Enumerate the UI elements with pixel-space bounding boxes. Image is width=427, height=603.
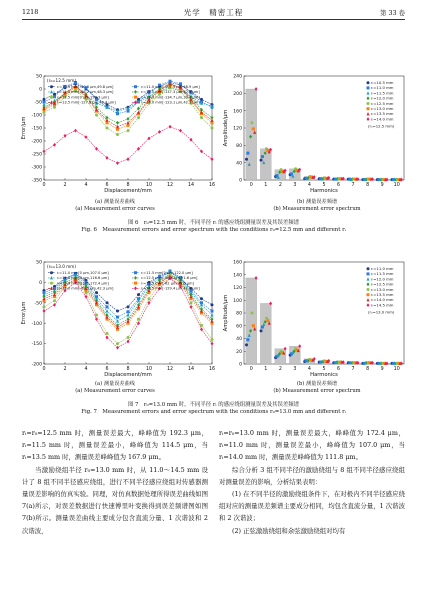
legend-title: (r₀=12.5 mm)	[47, 78, 76, 83]
data-point	[250, 312, 253, 315]
legend-marker	[367, 102, 370, 105]
legend-marker	[367, 293, 370, 296]
fig7a-error-curves-chart	[18, 258, 218, 380]
data-point	[190, 305, 193, 309]
legend-label: rᵢ=13.5 mm	[371, 292, 394, 297]
legend-marker	[367, 282, 370, 286]
legend-label: rᵢ=13.5 mm	[371, 111, 394, 117]
legend-label: rᵢ=13.0 mm[-134.7 μm,39.1 μm]	[141, 95, 200, 100]
x-tick-label: 10	[393, 367, 400, 372]
data-point	[137, 318, 140, 321]
legend-label: rᵢ=11.5 mm[-66.2 μm,48.3 μm]	[57, 90, 114, 95]
x-tick-label: 16	[208, 183, 216, 188]
data-point	[127, 110, 130, 113]
data-point	[137, 116, 140, 119]
fig6-caption-en: Fig. 6 Measurement errors and error spectrum with the conditions r₀=12.5 mm and different rᵢ	[81, 227, 346, 234]
legend-marker	[367, 81, 370, 84]
legend-label: rᵢ=11.0 mm	[371, 85, 394, 91]
data-point	[252, 324, 255, 327]
data-point	[137, 293, 140, 296]
legend-label: rᵢ=12.5 mm[-48.8 μm,91.6 μm]	[141, 276, 198, 281]
data-point	[116, 161, 119, 165]
data-point	[211, 313, 214, 316]
legend-label: rᵢ=11.5 mm	[371, 271, 394, 277]
x-tick-label: 4	[307, 183, 311, 188]
legend-marker	[134, 96, 137, 99]
legend-title: (r₀=13.0 mm)	[368, 309, 395, 315]
y-tick-label: -100	[31, 113, 42, 119]
data-point	[200, 324, 203, 327]
running-header	[22, 6, 405, 20]
x-tick-label: 8	[126, 367, 130, 372]
data-point	[252, 127, 255, 130]
legend-label: rᵢ=14.0 mm	[371, 116, 394, 122]
data-point	[127, 305, 130, 308]
fig7b-error-spectrum-chart	[220, 258, 410, 380]
fig7-caption-cn: 图 7 r₀=13.0 mm 时，不同半径 rᵢ 的感应绕组测量误差及其误差频谱	[127, 402, 300, 408]
data-point	[246, 152, 249, 155]
y-tick-label: 80	[236, 143, 242, 149]
volume-label: 第 33 卷	[380, 9, 405, 17]
fig7a-subcaption-cn: (a) 测量误差曲线	[95, 381, 135, 387]
fig6a-subcaption	[30, 199, 200, 212]
x-tick-label: 1	[264, 183, 268, 188]
data-point	[260, 159, 263, 162]
legend-label: rᵢ=11.0 mm	[371, 266, 394, 271]
legend-label: rᵢ=12.0 mm	[371, 276, 394, 282]
data-point	[211, 342, 214, 346]
legend-label: rᵢ=14.5 mm[-129.4 μm,42.3 μm]	[141, 286, 200, 291]
data-point	[116, 121, 119, 125]
data-point	[246, 338, 249, 341]
data-point	[43, 150, 46, 154]
fig6a-subcaption-cn: (a) 测量误差曲线	[95, 199, 135, 205]
data-point	[116, 342, 119, 345]
x-tick-label: 10	[393, 183, 400, 188]
legend-marker	[367, 298, 370, 301]
data-point	[127, 313, 130, 316]
x-tick-label: 5	[322, 367, 326, 372]
legend-marker	[50, 282, 53, 285]
data-point	[43, 305, 46, 308]
y-tick-label: 120	[233, 126, 242, 132]
x-tick-label: 2	[63, 367, 67, 372]
legend-label: rᵢ=10.5 mm	[371, 80, 394, 85]
legend-label: rᵢ=11.5 mm	[371, 90, 394, 96]
y-axis-label: Error/μm	[21, 301, 27, 325]
data-point	[158, 130, 161, 134]
data-point	[127, 336, 130, 339]
y-tick-label: -200	[31, 139, 42, 145]
x-tick-label: 6	[337, 183, 341, 188]
x-tick-label: 2	[63, 183, 67, 188]
fig7-caption	[20, 402, 407, 417]
data-point	[53, 106, 56, 109]
body-paragraph: 综合分析 3 组不同半径的激励绕组与 8 组不同半径感应绕组对测量误差的影响，分析结果表明：	[219, 465, 405, 486]
data-point	[250, 121, 253, 124]
y-tick-label: -100	[31, 321, 42, 327]
data-point	[127, 157, 130, 161]
data-point	[211, 127, 214, 130]
y-tick-label: 0	[239, 178, 242, 184]
y-tick-label: 0	[39, 87, 42, 93]
body-paragraph: 当激励绕组半径 r₀=13.0 mm 时，从 11.0～14.5 mm 设计了 8 组不同半径感应绕组，进行不同半径感应绕组对传感器测量误差影响的仿真实验。同理，对仿真数据处理所得误差曲线如图 7(a)所示，对误差数据进行快速傅里叶变换得到误差频谱图如图 7(b)所示。测量误差曲线主要成分包含直流分量、1 次谐波和 2 次谐波，	[22, 465, 208, 535]
y-tick-label: 160	[233, 109, 242, 115]
data-point	[95, 114, 98, 117]
data-point	[200, 98, 203, 101]
x-tick-label: 8	[366, 183, 370, 188]
data-point	[116, 112, 119, 115]
legend-label: rᵢ=11.5 mm[0 μm,122.0 μm]	[141, 271, 193, 275]
x-axis-label: Displacement/mm	[104, 188, 152, 194]
data-point	[127, 129, 130, 132]
legend-marker	[134, 282, 137, 285]
data-point	[106, 305, 109, 308]
legend-label: rᵢ=12.5 mm	[371, 100, 394, 106]
x-axis-label: Displacement/mm	[104, 372, 152, 378]
x-tick-label: 8	[366, 367, 370, 372]
legend-label: rᵢ=12.0 mm	[371, 95, 394, 101]
page-number: 1218	[22, 8, 39, 16]
legend-marker	[367, 86, 370, 89]
legend-marker	[134, 286, 137, 290]
data-point	[74, 129, 77, 133]
legend-label: rᵢ=13.0 mm[0 μm,172.4 μm]	[57, 281, 109, 286]
y-tick-label: 0	[239, 362, 242, 368]
spectrum-bar	[246, 89, 257, 180]
legend-marker	[50, 286, 53, 289]
data-point	[211, 118, 214, 121]
y-tick-label: 20	[236, 349, 242, 355]
x-tick-label: 9	[380, 183, 384, 188]
data-point	[85, 135, 88, 139]
x-tick-label: 0	[249, 183, 253, 188]
fig7a-subcaption	[30, 381, 200, 394]
data-point	[106, 332, 109, 335]
y-axis-label: Error/μm	[21, 116, 27, 140]
y-axis-label: Amplitude/μm	[223, 109, 229, 147]
x-tick-label: 0	[42, 183, 46, 188]
legend-label: rᵢ=14.0 mm	[371, 297, 394, 303]
data-point	[127, 117, 130, 121]
legend-marker	[367, 288, 370, 291]
y-tick-label: 50	[36, 260, 42, 266]
data-point	[211, 303, 214, 306]
fig6a-error-curves-chart	[18, 72, 218, 196]
fig6b-subcaption	[232, 199, 402, 212]
y-tick-label: 50	[36, 74, 42, 80]
y-tick-label: 40	[236, 337, 242, 343]
fig7b-subcaption	[232, 381, 402, 394]
legend-label: rᵢ=11.0 mm[-107.5 μm,48.9 μm]	[141, 85, 200, 89]
y-tick-label: 0	[39, 281, 42, 286]
y-tick-label: -350	[31, 178, 42, 184]
legend-label: rᵢ=12.0 mm[-137.3 μm,42.8 μm]	[141, 90, 200, 95]
data-point	[245, 158, 248, 161]
fig7-caption-en: Fig. 7 Measurement errors and error spectrum with the conditions r₀=13.0 mm and different rᵢ	[81, 409, 346, 416]
legend-label: rᵢ=12.0 mm[0 μm,116.6 μm]	[57, 276, 109, 281]
x-tick-label: 2	[278, 183, 282, 188]
data-point	[211, 121, 214, 124]
x-tick-label: 2	[278, 367, 282, 372]
data-point	[148, 301, 151, 305]
x-tick-label: 6	[105, 367, 109, 372]
data-point	[53, 143, 56, 147]
legend-label: rᵢ=13.0 mm	[371, 106, 394, 111]
legend-label: rᵢ=14.0 mm[-123.1 μm,42.1 μm]	[141, 100, 200, 105]
data-point	[190, 301, 193, 304]
data-point	[211, 319, 214, 322]
y-tick-label: 100	[233, 298, 242, 304]
data-point	[169, 125, 172, 129]
fig7b-subcaption-en: (b) Measurement error spectrum	[273, 387, 361, 394]
legend-marker	[50, 271, 53, 274]
legend-marker	[50, 90, 53, 93]
legend-marker	[50, 100, 53, 103]
legend-marker	[367, 91, 370, 94]
data-point	[116, 316, 119, 319]
data-point	[148, 297, 151, 300]
data-point	[127, 310, 130, 313]
x-tick-label: 10	[145, 367, 153, 372]
legend-label: rᵢ=11.0 mm[0 μm,107.0 μm]	[57, 271, 109, 275]
data-point	[245, 343, 248, 346]
data-point	[116, 128, 119, 131]
legend-marker	[367, 96, 370, 100]
y-tick-label: -250	[31, 152, 42, 158]
x-tick-label: 14	[187, 367, 195, 372]
data-point	[261, 326, 264, 329]
body-paragraph: (1) 在不同半径的激励绕组条件下，在对极内不同半径感应绕组对应的测量误差频谱主要成分相同，均包含直流分量，1 次谐波和 2 次谐波；	[219, 490, 405, 523]
y-tick-label: 40	[236, 161, 242, 167]
y-tick-label: 200	[233, 91, 242, 97]
data-point	[43, 98, 46, 101]
x-tick-label: 0	[249, 367, 253, 372]
fig6-caption-cn: 图 6 r₀=12.5 mm 时，不同半径 rᵢ 的感应绕组测量误差及其误差频谱	[127, 220, 300, 226]
x-tick-label: 16	[208, 367, 216, 372]
data-point	[200, 116, 203, 119]
data-point	[200, 297, 203, 300]
data-point	[116, 346, 119, 350]
legend-marker	[367, 117, 370, 121]
body-right-column	[219, 427, 405, 537]
y-tick-label: 140	[233, 273, 242, 279]
y-axis-label: Amplitude/μm	[223, 294, 229, 332]
fig6b-subcaption-en: (b) Measurement error spectrum	[273, 205, 361, 212]
data-point	[43, 309, 46, 313]
y-tick-label: 240	[233, 74, 242, 80]
x-axis-label: Harmonics	[310, 372, 338, 378]
data-point	[106, 127, 109, 130]
x-tick-label: 12	[166, 183, 174, 188]
journal-title: 光学 精密工程	[183, 8, 244, 17]
x-tick-label: 8	[126, 183, 130, 188]
data-point	[53, 93, 56, 96]
legend-marker	[367, 303, 370, 307]
y-tick-label: 160	[233, 260, 242, 266]
x-axis-label: Harmonics	[310, 188, 338, 194]
legend-label: rᵢ=13.5 mm[-127.8 μm,40.4 μm]	[57, 100, 116, 105]
x-tick-label: 7	[351, 183, 355, 188]
data-point	[266, 319, 269, 322]
body-paragraph: rᵢ=r₀=12.5 mm 时，测量误差最大，峰峰值为 192.3 μm，rᵢ=11.5 mm 时，测量误差最小，峰峰值为 114.5 μm，当 rᵢ=13.5 mm 时，测量误差峰峰值为 167.9 μm。	[22, 429, 208, 462]
legend-marker	[134, 276, 137, 280]
x-tick-label: 14	[187, 183, 195, 188]
data-point	[260, 329, 263, 332]
data-point	[95, 317, 98, 321]
legend-marker	[367, 277, 370, 280]
y-tick-label: 80	[236, 311, 242, 317]
x-tick-label: 5	[322, 183, 326, 188]
fig6a-subcaption-en: (a) Measurement error curves	[75, 205, 155, 212]
x-tick-label: 3	[293, 183, 297, 188]
x-tick-label: 4	[84, 367, 88, 372]
y-tick-label: -300	[31, 165, 42, 171]
x-tick-label: 4	[84, 183, 88, 188]
y-tick-label: 60	[236, 324, 242, 330]
y-tick-label: -150	[31, 342, 42, 348]
data-point	[106, 156, 109, 160]
legend-marker	[50, 96, 53, 99]
x-tick-label: 4	[307, 367, 311, 372]
data-point	[261, 155, 264, 158]
legend-label: rᵢ=10.5 mm[-90.8 μm,49.8 μm]	[57, 85, 114, 89]
spectrum-bar	[260, 303, 271, 364]
legend-marker	[50, 85, 53, 88]
data-point	[106, 301, 109, 304]
y-tick-label: -150	[31, 126, 42, 132]
data-point	[265, 317, 268, 320]
legend-marker	[134, 271, 137, 274]
x-tick-label: 0	[42, 367, 46, 372]
data-point	[43, 111, 46, 114]
legend-marker	[367, 267, 370, 270]
legend-title: (r₀=13.0 mm)	[47, 264, 76, 269]
y-tick-label: -50	[34, 100, 42, 106]
x-tick-label: 6	[337, 367, 341, 372]
legend-label: rᵢ=12.5 mm	[371, 281, 394, 287]
legend-label: rᵢ=14.5 mm	[371, 302, 394, 308]
y-tick-label: -50	[34, 301, 42, 307]
fig7a-subcaption-en: (a) Measurement error curves	[75, 387, 155, 394]
legend-marker	[50, 276, 53, 279]
x-tick-label: 7	[351, 367, 355, 372]
fig6b-subcaption-cn: (b) 测量误差频谱	[296, 199, 338, 205]
legend-marker	[367, 112, 370, 115]
data-point	[53, 299, 56, 302]
body-paragraph: (2) 正弦激励绕组和余弦激励绕组对均有	[232, 526, 346, 535]
data-point	[211, 157, 214, 161]
y-tick-label: 120	[233, 286, 242, 292]
x-tick-label: 9	[380, 367, 384, 372]
data-point	[116, 309, 119, 312]
body-paragraph: rᵢ=r₀=13.0 mm 时，测量误差最大，峰峰值为 172.4 μm，rᵢ=11.0 mm 时，测量误差最小，峰峰值为 107.0 μm，当 rᵢ=14.0 mm 时，测量误差峰峰值为 111.8 μm。	[219, 429, 405, 462]
x-tick-label: 1	[264, 367, 268, 372]
y-tick-label: -200	[31, 362, 42, 368]
x-tick-label: 10	[145, 183, 153, 188]
legend-marker	[367, 107, 370, 110]
data-point	[200, 309, 203, 312]
legend-marker	[367, 272, 370, 275]
data-point	[116, 133, 119, 136]
data-point	[64, 134, 67, 138]
data-point	[95, 147, 98, 151]
data-point	[127, 124, 130, 127]
legend-label: rᵢ=12.5 mm[0 μm,192.3 μm]	[57, 95, 109, 100]
x-tick-label: 3	[293, 367, 297, 372]
data-point	[95, 291, 98, 294]
data-point	[211, 309, 214, 312]
fig6b-error-spectrum-chart	[220, 72, 410, 196]
x-tick-label: 6	[105, 183, 109, 188]
data-point	[106, 121, 109, 124]
legend-marker	[134, 90, 137, 94]
legend-title: (r₀=12.5 mm)	[368, 123, 395, 129]
legend-label: rᵢ=13.5 mm[-62 μm,45.6 μm]	[141, 281, 194, 286]
spectrum-bar	[246, 278, 257, 364]
x-tick-label: 12	[166, 367, 174, 372]
legend-label: rᵢ=13.0 mm	[371, 286, 394, 292]
data-point	[211, 338, 214, 341]
legend-label: rᵢ=14.0 mm[-69.5 μm,42.3 μm]	[57, 286, 114, 291]
legend-marker	[134, 85, 137, 88]
data-point	[179, 129, 182, 133]
body-left-column	[22, 427, 208, 537]
fig6-caption	[20, 220, 407, 235]
fig7b-subcaption-cn: (b) 测量误差频谱	[296, 381, 338, 387]
data-point	[95, 314, 98, 317]
